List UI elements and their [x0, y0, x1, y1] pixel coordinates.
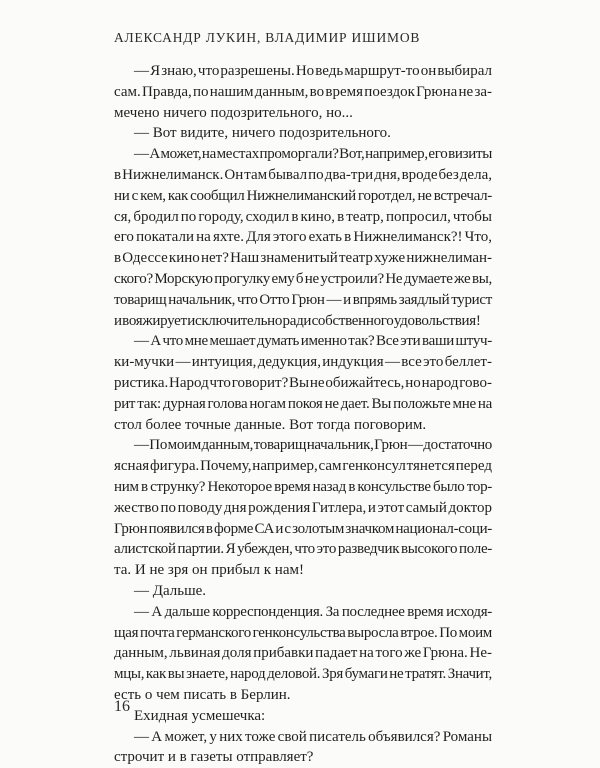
text-line: алистской партии. Я убежден, что это разведчик высокого поле-	[114, 541, 492, 558]
page-number: 16	[114, 698, 130, 715]
text-line: стол более точные данные. Вот тогда поговорим.	[114, 416, 427, 433]
body-text	[114, 61, 492, 768]
text-line: — А что мне мешает думать именно так? Все эти ваши штуч-	[134, 333, 492, 350]
text-line: и вояжирует исключительно ради собственного удовольствия!	[114, 312, 481, 329]
text-line: ни с кем, как сообщил Нижнелиманский горотдел, не встречал-	[114, 187, 492, 204]
text-line: есть о чем писать в Берлин.	[114, 686, 291, 703]
text-line: жество по поводу дня рождения Гитлера, и этот самый доктор	[114, 499, 493, 516]
text-line: строчит и в газеты отправляет?	[114, 749, 314, 766]
text-line: данным, львиная доля прибавки падает на того же Грюна. Не-	[114, 645, 493, 662]
text-line: Ехидная усмешечка:	[134, 707, 266, 724]
text-line: товарищ начальник, что Отто Грюн — и впрямь заядлый турист	[114, 291, 492, 308]
text-line: ся, бродил по городу, сходил в кино, в театр, попросил, чтобы	[114, 208, 492, 225]
text-line: ского? Морскую прогулку ему б не устроили? Не думаете же вы,	[114, 270, 492, 287]
text-line: его покатали на яхте. Для этого ехать в Нижнелиманск?! Что,	[114, 229, 493, 246]
text-line: ристика. Народ что говорит? Вы не обижайтесь, но народ гово-	[114, 374, 493, 391]
running-header: АЛЕКСАНДР ЛУКИН, ВЛАДИМИР ИШИМОВ	[114, 30, 421, 45]
text-line: щая почта германского генконсульства выросла втрое. По моим	[114, 624, 492, 641]
text-line: в Нижнелиманск. Он там бывал по два-три дня, вроде без дела,	[114, 166, 492, 183]
text-line: — По моим данным, товарищ начальник, Грюн — достаточно	[134, 437, 492, 454]
text-line: мцы, как вы знаете, народ деловой. Зря бумаги не тратят. Значит,	[114, 666, 492, 683]
text-line: ки-мучки — интуиция, дедукция, индукция — все это беллет-	[114, 354, 492, 371]
text-line: — А может, у них тоже свой писатель объявился? Романы	[134, 728, 493, 745]
text-line: — А дальше корреспонденция. За последнее время исходя-	[134, 603, 492, 620]
text-line: ним в струнку? Некоторое время назад в консульстве было тор-	[114, 478, 492, 495]
text-line: — Дальше.	[134, 582, 207, 599]
text-line: в Одессе кино нет? Наш знаменитый театр хуже нижнелиман-	[114, 250, 493, 267]
text-line: сам. Правда, по нашим данным, во время поездок Грюна не за-	[114, 83, 493, 100]
text-line: — А может, на местах проморгали? Вот, например, его визиты	[134, 146, 492, 163]
text-line: та. И не зря он прибыл к нам!	[114, 562, 304, 579]
text-line: мечено ничего подозрительного, но...	[114, 104, 353, 121]
text-line: — Вот видите, ничего подозрительного.	[134, 125, 391, 142]
text-line: рит так: дурная голова ногам покоя не дает. Вы положьте мне на	[114, 395, 492, 412]
text-line: — Я знаю, что разрешены. Но ведь маршрут-то он выбирал	[134, 63, 492, 79]
text-line: Грюн появился в форме СА и с золотым значком национал-соци-	[114, 520, 492, 537]
text-line: ясная фигура. Почему, например, сам генконсул тянется перед	[114, 458, 493, 475]
